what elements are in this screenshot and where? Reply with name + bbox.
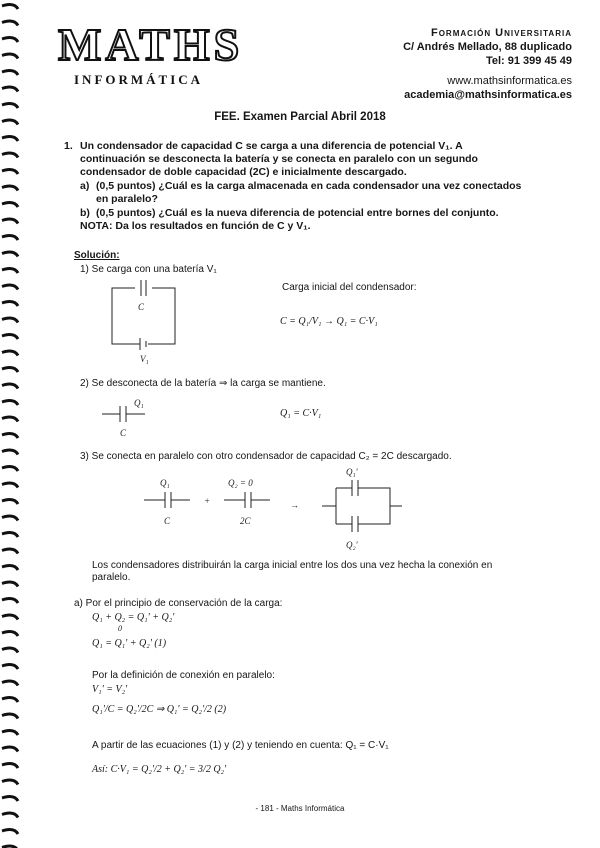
step-1-note: Carga inicial del condensador: bbox=[282, 282, 417, 293]
problem-number: 1. bbox=[64, 140, 73, 152]
circuit-3-c-label: C bbox=[164, 516, 171, 526]
circuit-2-c-label: C bbox=[120, 428, 127, 438]
page-footer: - 181 - Maths Informática bbox=[255, 804, 345, 813]
brand-name: Formación Universitaria bbox=[430, 27, 572, 39]
circuit-1 bbox=[100, 276, 190, 366]
part-a-label: a) bbox=[80, 180, 90, 192]
problem-statement bbox=[80, 140, 580, 179]
phone: Tel: 91 399 45 49 bbox=[485, 55, 572, 67]
part-a-line-1: (0,5 puntos) ¿Cuál es la carga almacenada en cada condensador una vez conectados bbox=[96, 180, 522, 192]
solution-heading: Solución: bbox=[74, 250, 120, 261]
step-2-equation: Q₁ = C·V₁ bbox=[280, 408, 322, 419]
part-b-label: b) bbox=[80, 207, 90, 219]
circuit-3 bbox=[140, 466, 420, 556]
website: www.mathsinformatica.es bbox=[447, 75, 572, 87]
part-b-text: (0,5 puntos) ¿Cuál es la nueva diferencia de potencial entre bornes del conjunto. bbox=[96, 207, 499, 219]
email: academia@mathsinformatica.es bbox=[404, 89, 572, 101]
part-a-solution-heading: a) Por el principio de conservación de la carga: bbox=[74, 598, 283, 609]
equation-1: Q₁ = Q₁' + Q₂' (1) bbox=[92, 638, 167, 649]
step-3-text: 3) Se conecta en paralelo con otro condensador de capacidad C₂ = 2C descargado. bbox=[80, 451, 452, 462]
conservation-equation: Q₁ + Q₂ = Q₁' + Q₂' bbox=[92, 612, 175, 623]
statement-line-3: condensador de doble capacidad (2C) e inicialmente descargado. bbox=[80, 166, 407, 178]
address: C/ Andrés Mellado, 88 duplicado bbox=[403, 41, 572, 53]
step-2-text: 2) Se desconecta de la batería ⇒ la carga se mantiene. bbox=[80, 378, 326, 389]
circuit-1-c-label: C bbox=[138, 302, 145, 312]
circuit-2 bbox=[100, 394, 170, 440]
final-equation: Así: C·V₁ = Q₂'/2 + Q₂' = 3/2 Q₂' bbox=[92, 764, 227, 775]
circuit-3-arrow: → bbox=[290, 500, 299, 510]
circuit-3-plus: + bbox=[204, 496, 211, 506]
circuit-3-q2p-label: Q₂' bbox=[346, 540, 358, 550]
circuit-3-q2-label: Q₂ = 0 bbox=[228, 478, 253, 488]
header-contact bbox=[403, 26, 572, 102]
paragraph-line-2: paralelo. bbox=[92, 572, 131, 583]
part-a-text bbox=[96, 180, 576, 206]
problem-note: NOTA: Da los resultados en función de C y V₁. bbox=[80, 220, 311, 232]
logo-sub-text: INFORMÁTICA bbox=[74, 72, 204, 87]
statement-line-1: Un condensador de capacidad C se carga a una diferencia de potencial V₁. A bbox=[80, 140, 463, 152]
parallel-heading: Por la definición de conexión en paralelo: bbox=[92, 670, 275, 681]
paragraph-line-1: Los condensadores distribuirán la carga inicial entre los dos una vez hecha la conexión en bbox=[92, 560, 493, 571]
part-a-line-2: en paralelo? bbox=[96, 193, 158, 205]
spiral-binding bbox=[0, 0, 22, 848]
circuit-3-2c-label: 2C bbox=[240, 516, 251, 526]
step-1-text: 1) Se carga con una batería V₁ bbox=[80, 264, 217, 275]
q2-zero-note: 0 bbox=[118, 624, 122, 633]
logo-main-text: MATHS bbox=[58, 19, 244, 70]
step-1-equation: C = Q₁/V₁ → Q₁ = C·V₁ bbox=[280, 316, 378, 327]
equation-2: Q₁'/C = Q₂'/2C ⇒ Q₁' = Q₂'/2 (2) bbox=[92, 704, 227, 715]
distribution-paragraph bbox=[92, 560, 562, 584]
statement-line-2: continuación se desconecta la batería y se conecta en paralelo con un segundo bbox=[80, 153, 478, 165]
voltage-equality: V₁' = V₂' bbox=[92, 684, 128, 695]
from-equations-text: A partir de las ecuaciones (1) y (2) y teniendo en cuenta: Q₁ = C·V₁ bbox=[92, 740, 389, 751]
circuit-3-q1p-label: Q₁' bbox=[346, 467, 358, 477]
circuit-2-q1-label: Q₁ bbox=[134, 398, 144, 408]
exam-title: FEE. Examen Parcial Abril 2018 bbox=[214, 111, 386, 123]
circuit-1-v1-label: V₁ bbox=[140, 354, 149, 364]
maths-logo bbox=[58, 19, 244, 92]
circuit-3-q1-label: Q₁ bbox=[160, 478, 170, 488]
